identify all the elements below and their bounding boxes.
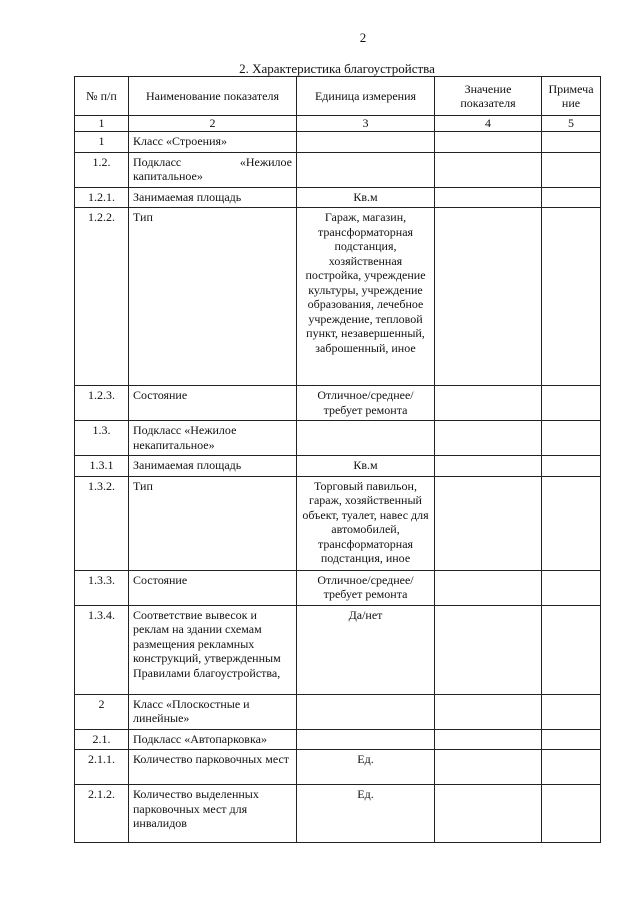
row-name: Количество парковочных мест: [129, 750, 297, 785]
row-note: [542, 476, 601, 570]
row-name-rest: капитальное»: [133, 169, 203, 183]
row-unit: Гараж, магазин, трансформаторная подстанция, хозяйственная постройка, учреждение культуры, учреждение образования, лечебное учреждение, тепловой пункт, незавершенный, заброшенный, иное: [297, 208, 435, 386]
column-number-4: 4: [435, 116, 542, 132]
row-number: 1.3.1: [75, 456, 129, 477]
row-value: [435, 605, 542, 694]
row-name: Количество выделенных парковочных мест для инвалидов: [129, 785, 297, 843]
column-number-2: 2: [129, 116, 297, 132]
row-name-part2: «Нежилое: [239, 154, 292, 169]
row-name-part1: Подкласс: [133, 154, 182, 169]
row-number: 1.2.1.: [75, 187, 129, 208]
row-number: 1: [75, 131, 129, 152]
header-name: Наименование показателя: [129, 77, 297, 116]
table-row: [75, 729, 601, 750]
row-name: Занимаемая площадь: [129, 187, 297, 208]
row-value: [435, 187, 542, 208]
row-unit: [297, 152, 435, 187]
row-note: [542, 785, 601, 843]
header-note: [542, 77, 601, 116]
row-unit: [297, 694, 435, 729]
page-number: 2: [359, 30, 367, 45]
header-note-part1: Примеча: [548, 81, 594, 96]
row-number: 1.3.: [75, 421, 129, 456]
row-name: Класс «Строения»: [129, 131, 297, 152]
row-number: 2.1.2.: [75, 785, 129, 843]
row-value: [435, 456, 542, 477]
row-value: [435, 386, 542, 421]
table-row: [75, 694, 601, 729]
row-number: 1.2.: [75, 152, 129, 187]
row-note: [542, 187, 601, 208]
row-name: [129, 152, 297, 187]
row-number: 1.3.2.: [75, 476, 129, 570]
row-unit: Торговый павильон, гараж, хозяйственный объект, туалет, навес для автомобилей, трансформаторная подстанция, иное: [297, 476, 435, 570]
table-row: [75, 152, 601, 187]
characteristics-table: [74, 76, 601, 843]
table-row: [75, 187, 601, 208]
row-name: Подкласс «Автопарковка»: [129, 729, 297, 750]
row-unit: [297, 729, 435, 750]
row-number: 1.2.2.: [75, 208, 129, 386]
row-note: [542, 605, 601, 694]
row-number: 1.3.4.: [75, 605, 129, 694]
row-number: 2.1.: [75, 729, 129, 750]
row-note: [542, 421, 601, 456]
table-row: [75, 421, 601, 456]
column-number-3: 3: [297, 116, 435, 132]
column-number-1: 1: [75, 116, 129, 132]
row-unit: [297, 131, 435, 152]
row-name: Состояние: [129, 386, 297, 421]
row-value: [435, 421, 542, 456]
row-value: [435, 208, 542, 386]
row-note: [542, 152, 601, 187]
header-number: № п/п: [75, 77, 129, 116]
header-row: [75, 77, 601, 116]
row-unit: Да/нет: [297, 605, 435, 694]
row-note: [542, 456, 601, 477]
table-row: [75, 750, 601, 785]
row-note: [542, 386, 601, 421]
row-unit: Кв.м: [297, 456, 435, 477]
table-row: [75, 456, 601, 477]
row-unit: Ед.: [297, 750, 435, 785]
row-number: 2.1.1.: [75, 750, 129, 785]
row-value: [435, 729, 542, 750]
row-note: [542, 131, 601, 152]
column-number-5: 5: [542, 116, 601, 132]
row-note: [542, 729, 601, 750]
table-row: [75, 208, 601, 386]
row-note: [542, 570, 601, 605]
table-row: [75, 131, 601, 152]
row-name: Подкласс «Нежилое некапитальное»: [129, 421, 297, 456]
table-row: [75, 476, 601, 570]
table-row: [75, 570, 601, 605]
row-name: Тип: [129, 476, 297, 570]
row-value: [435, 131, 542, 152]
row-name: Тип: [129, 208, 297, 386]
row-note: [542, 750, 601, 785]
row-note: [542, 208, 601, 386]
row-name: Соответствие вывесок и реклам на здании схемам размещения рекламных конструкций, утвержденным Правилами благоустройства,: [129, 605, 297, 694]
row-value: [435, 694, 542, 729]
row-unit: Кв.м: [297, 187, 435, 208]
row-name: Класс «Плоскостные и линейные»: [129, 694, 297, 729]
row-unit: Отличное/среднее/ требует ремонта: [297, 386, 435, 421]
row-value: [435, 152, 542, 187]
header-unit: Единица измерения: [297, 77, 435, 116]
row-unit: [297, 421, 435, 456]
table-row: [75, 785, 601, 843]
row-value: [435, 750, 542, 785]
row-value: [435, 570, 542, 605]
column-numbers-row: [75, 116, 601, 132]
table-row: [75, 605, 601, 694]
section-title: 2. Характеристика благоустройства: [239, 61, 435, 76]
row-value: [435, 785, 542, 843]
table-row: [75, 386, 601, 421]
row-note: [542, 694, 601, 729]
row-number: 1.2.3.: [75, 386, 129, 421]
row-name: Состояние: [129, 570, 297, 605]
row-number: 2: [75, 694, 129, 729]
row-number: 1.3.3.: [75, 570, 129, 605]
row-unit: Ед.: [297, 785, 435, 843]
header-note-part2: ние: [561, 96, 581, 110]
row-value: [435, 476, 542, 570]
row-unit: Отличное/среднее/ требует ремонта: [297, 570, 435, 605]
row-name: Занимаемая площадь: [129, 456, 297, 477]
header-value: Значение показателя: [435, 77, 542, 116]
